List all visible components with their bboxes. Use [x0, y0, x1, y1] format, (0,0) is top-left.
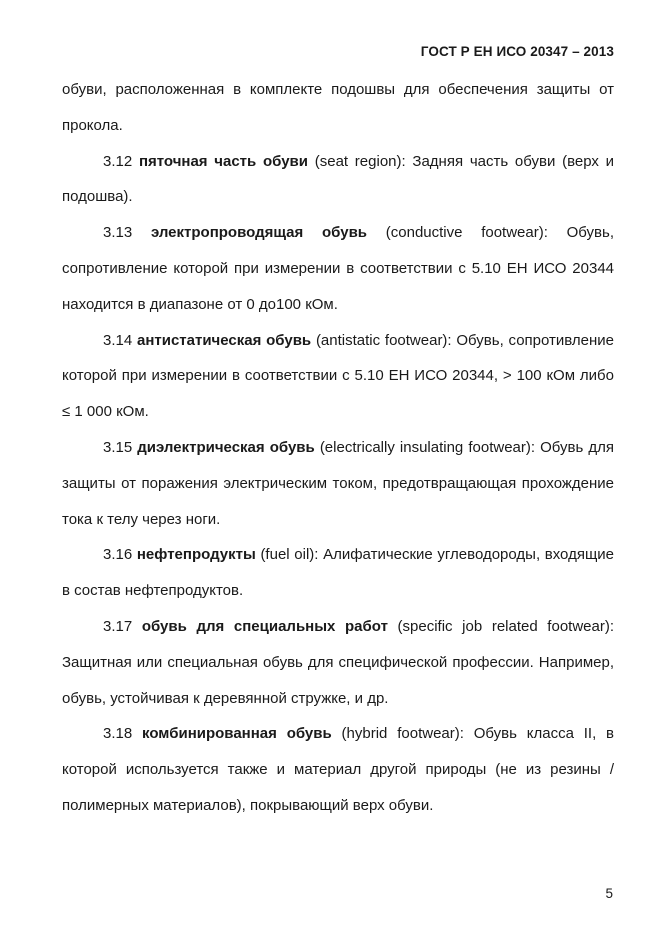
definition-term: электропроводящая обувь: [150, 224, 368, 242]
definition-number: 3.17: [103, 617, 133, 635]
continuation-text: обуви, расположенная в комплекте подошвы для обеспечения защиты от прокола.: [62, 81, 614, 134]
definition-text: (specific job related footwear): Защитная или специальная обувь для специфической профессии. Например, обувь, устойчивая к деревянной стружке, и др.: [62, 617, 615, 707]
definition-number: 3.12: [103, 152, 133, 170]
document-header: ГОСТ Р ЕН ИСО 20347 – 2013: [420, 44, 614, 59]
definition-term: пяточная часть обуви: [138, 152, 308, 170]
definition-3-18: [62, 716, 614, 823]
definition-text: (antistatic footwear): Обувь, сопротивление которой при измерении в соответствии с 5.10 ЕН ИСО 20344, > 100 кОм либо ≤ 1 000 кОм.: [62, 331, 614, 421]
definition-3-16: [62, 537, 614, 609]
definition-3-15: [62, 430, 614, 537]
definition-term: нефтепродукты: [136, 546, 256, 564]
page-number: 5: [605, 886, 613, 901]
definition-3-14: [62, 323, 614, 430]
definition-number: 3.15: [103, 438, 133, 456]
definition-3-12: [62, 144, 614, 216]
definition-number: 3.16: [103, 546, 133, 564]
definition-3-17: [62, 609, 614, 716]
definition-term: комбинированная обувь: [142, 725, 332, 743]
definition-text: (electrically insulating footwear): Обувь для защиты от поражения электрическим током, предотвращающая прохождение тока к телу через ноги.: [62, 438, 615, 528]
definition-number: 3.14: [103, 331, 133, 349]
continuation-paragraph: [62, 72, 614, 144]
definition-number: 3.18: [103, 725, 133, 743]
definition-text: (conductive footwear): Обувь, сопротивление которой при измерении в соответствии с 5.10 ЕН ИСО 20344 находится в диапазоне от 0 до100 кОм.: [62, 224, 615, 313]
definition-term: диэлектрическая обувь: [137, 438, 315, 456]
document-body: [62, 72, 614, 824]
definition-text: (hybrid footwear): Обувь класса II, в которой используется также и материал другой природы (не из резины /полимерных материалов), покрывающий верх обуви.: [62, 725, 615, 814]
definition-term: антистатическая обувь: [136, 331, 312, 349]
definition-text: (fuel oil): Алифатические углеводороды, входящие в состав нефтепродуктов.: [62, 546, 615, 600]
definition-3-13: [62, 215, 614, 322]
definition-number: 3.13: [103, 224, 133, 242]
definition-text: (seat region): Задняя часть обуви (верх и подошва).: [62, 152, 614, 206]
definition-term: обувь для специальных работ: [141, 617, 388, 635]
